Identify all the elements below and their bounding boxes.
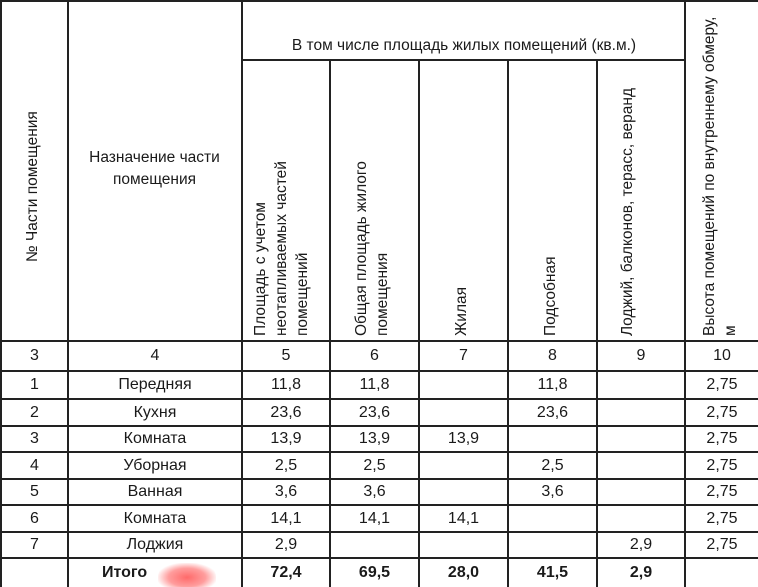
totals-area: 72,4 [270, 564, 302, 581]
cell-total: 13,9 [358, 430, 391, 447]
cell-num: 4 [30, 456, 39, 474]
table-line [242, 59, 685, 61]
cell-area: 3,6 [274, 483, 298, 500]
column-number: 6 [370, 347, 379, 364]
cell-name: Ванная [127, 483, 183, 500]
cell-name: Комната [123, 430, 187, 447]
cell-height: 2,75 [706, 456, 738, 474]
cell-height: 2,75 [706, 403, 738, 421]
column-number: 4 [150, 347, 160, 364]
cell-height: 2,75 [706, 376, 738, 393]
cell-loggia [598, 400, 684, 425]
header-area-unheated: Площадь с учетом неотапливаемых частей помещений [252, 161, 311, 336]
header-num-part: № Части помещения [24, 111, 41, 262]
table-line [0, 0, 758, 2]
cell-total: 11,8 [359, 376, 390, 393]
header-loggias: Лоджий, балконов, терасс, веранд [619, 87, 636, 336]
cell-aux: 3,6 [541, 483, 564, 500]
header-purpose: Назначение части помещения [89, 149, 220, 188]
column-number: 7 [459, 347, 468, 364]
cell-height: 2,75 [706, 483, 738, 500]
cell-num: 1 [30, 376, 39, 393]
cell-total: 2,5 [363, 456, 386, 474]
header-group-title: В том числе площадь жилых помещений (кв.м.) [291, 37, 637, 54]
cell-area: 14,1 [270, 509, 302, 527]
cell-aux [509, 533, 596, 557]
cell-loggia [598, 506, 684, 531]
totals-living: 28,0 [447, 564, 480, 581]
cell-living [420, 372, 507, 398]
totals-aux: 41,5 [536, 564, 569, 581]
cell-num: 7 [30, 536, 39, 553]
cell-living [420, 533, 507, 557]
cell-name: Передняя [118, 376, 192, 393]
totals-label: Итого [102, 564, 148, 581]
cell-area: 11,8 [271, 376, 301, 393]
cell-area: 2,5 [274, 456, 298, 474]
cell-aux: 23,6 [536, 403, 569, 421]
cell-total: 23,6 [358, 403, 391, 421]
cell-total: 14,1 [358, 509, 391, 527]
cell-living: 14,1 [447, 509, 480, 527]
cell-num: 5 [30, 483, 39, 500]
cell-aux [509, 506, 596, 531]
cell-name: Кухня [133, 403, 177, 421]
column-number: 8 [548, 347, 557, 364]
column-number: 9 [636, 347, 646, 364]
cell-area: 13,9 [270, 430, 302, 447]
cell-loggia: 2,9 [629, 536, 653, 553]
cell-aux: 2,5 [541, 456, 564, 474]
header-living: Жилая [453, 286, 470, 336]
cell-total: 3,6 [363, 483, 386, 500]
cell-loggia [598, 480, 684, 504]
column-number: 10 [713, 347, 731, 364]
cell-name: Лоджия [126, 536, 184, 553]
cell-living [420, 453, 507, 478]
cell-area: 23,6 [270, 403, 302, 421]
cell-aux: 11,8 [537, 376, 568, 393]
cell-living: 13,9 [447, 430, 480, 447]
cell-loggia [598, 453, 684, 478]
cell-living [420, 480, 507, 504]
header-height: Высота помещений по внутреннему обмеру, м [701, 16, 739, 336]
cell-height: 2,75 [706, 536, 738, 553]
cell-height: 2,75 [706, 509, 738, 527]
totals-loggia: 2,9 [629, 564, 653, 581]
cell-loggia [598, 427, 684, 451]
cell-height: 2,75 [706, 430, 738, 447]
column-number: 5 [281, 347, 291, 364]
cell-name: Комната [123, 509, 187, 527]
totals-total: 69,5 [358, 564, 391, 581]
cell-name: Уборная [123, 456, 187, 474]
header-total-living: Общая площадь жилого помещения [353, 161, 391, 336]
cell-total [331, 533, 418, 557]
cell-num: 2 [30, 403, 39, 421]
cell-num: 6 [30, 509, 39, 527]
cell-aux [509, 427, 596, 451]
cell-living [420, 400, 507, 425]
column-number: 3 [30, 347, 39, 364]
cell-num: 3 [30, 430, 39, 447]
red-mark [158, 563, 216, 587]
header-auxiliary: Подсобная [542, 256, 559, 336]
cell-area: 2,9 [274, 536, 298, 553]
cell-loggia [598, 372, 684, 398]
